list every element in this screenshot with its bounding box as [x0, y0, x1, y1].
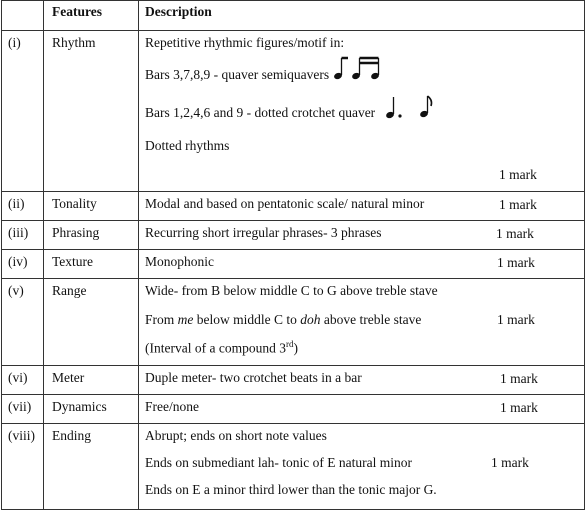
description-line: Wide- from B below middle C to G above treble stave — [145, 283, 438, 298]
quaver-semiquavers-icon — [334, 55, 386, 81]
header-row — [2, 1, 585, 31]
mark-label: 1 mark — [496, 226, 534, 241]
description-line — [145, 105, 435, 120]
table-row — [2, 279, 585, 366]
row-feature: Tonality — [52, 196, 97, 211]
mark-label: 1 mark — [499, 197, 537, 212]
description-line: Abrupt; ends on short note values — [145, 428, 327, 443]
row-number: (viii) — [8, 428, 35, 443]
dotted-crotchet-quaver-icon — [385, 94, 435, 120]
header-features-label: Features — [52, 4, 102, 19]
header-description — [139, 1, 585, 31]
row-number: (i) — [8, 35, 21, 50]
mark-label: 1 mark — [500, 400, 538, 415]
marking-scheme-table — [1, 0, 585, 510]
row-number: (iv) — [8, 254, 28, 269]
description-line: Ends on submediant lah- tonic of E natural minor — [145, 455, 412, 470]
row-feature: Texture — [52, 254, 94, 269]
row-number: (vi) — [8, 370, 28, 385]
description-line: Recurring short irregular phrases- 3 phrases — [145, 225, 382, 240]
description-line: Modal and based on pentatonic scale/ natural minor — [145, 196, 425, 211]
description-text: Bars 1,2,4,6 and 9 - dotted crotchet quaver — [145, 105, 376, 120]
table-row — [2, 366, 585, 395]
description-line: Ends on E a minor third lower than the tonic major G. — [145, 482, 437, 497]
description-line: Monophonic — [145, 254, 214, 269]
header-number — [2, 1, 44, 31]
row-feature: Meter — [52, 370, 85, 385]
table-row — [2, 250, 585, 279]
description-line — [145, 67, 386, 82]
description-line: Repetitive rhythmic figures/motif in: — [145, 35, 345, 50]
table-row — [2, 395, 585, 424]
mark-label: 1 mark — [497, 312, 535, 327]
table-row — [2, 31, 585, 192]
mark-label: 1 mark — [497, 255, 535, 270]
description-line: (Interval of a compound 3rd) — [145, 339, 298, 356]
description-line: Duple meter- two crotchet beats in a bar — [145, 370, 362, 385]
row-feature: Rhythm — [52, 35, 96, 50]
row-description — [139, 424, 585, 510]
description-text: Bars 3,7,8,9 - quaver semiquavers — [145, 67, 330, 82]
mark-label: 1 mark — [499, 167, 537, 182]
header-features — [44, 1, 139, 31]
row-description — [139, 31, 585, 192]
row-number: (vii) — [8, 399, 32, 414]
table-row — [2, 192, 585, 221]
row-feature: Range — [52, 283, 87, 298]
row-number: (ii) — [8, 196, 25, 211]
row-feature: Ending — [52, 428, 91, 443]
mark-label: 1 mark — [500, 371, 538, 386]
table-row — [2, 221, 585, 250]
table-row — [2, 424, 585, 510]
description-line: From me below middle C to doh above treble stave — [145, 312, 422, 327]
mark-label: 1 mark — [491, 455, 529, 470]
row-description — [139, 279, 585, 366]
row-feature: Phrasing — [52, 225, 100, 240]
description-line: Dotted rhythms — [145, 138, 230, 153]
row-number: (iii) — [8, 225, 29, 240]
row-feature: Dynamics — [52, 399, 107, 414]
description-line: Free/none — [145, 399, 199, 414]
header-description-label: Description — [145, 4, 212, 19]
row-number: (v) — [8, 283, 24, 298]
